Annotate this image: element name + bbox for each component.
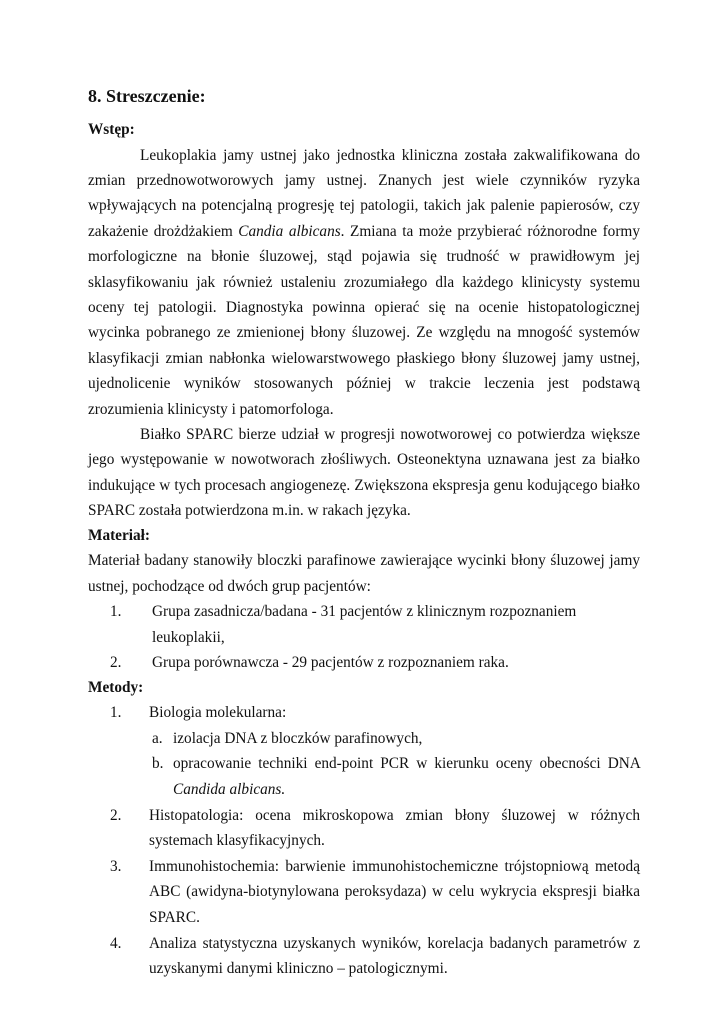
list-number: 3. — [110, 857, 122, 875]
list-text: Analiza statystyczna uzyskanych wyników, korelacja badanych parametrów z uzyskanymi danymi kliniczno – patologicznymi. — [149, 934, 640, 978]
metody-sublist — [149, 726, 640, 803]
wstep-p1-italic: Candia albicans — [238, 222, 341, 240]
list-number: 2. — [110, 654, 122, 672]
metody-list — [88, 700, 640, 982]
list-text: Immunohistochemia: barwienie immunohistochemiczne trójstopniową metodą ABC (awidyna-biotynylowana peroksydaza) w celu wykrycia ekspresji białka SPARC. — [149, 857, 640, 926]
wstep-p1-text-a: Leukoplakia jamy ustnej jako jednostka kliniczna została zakwalifikowana do zmian przednowotworowych jamy ustnej. Znanych jest wiele czynników ryzyka wpływających na potencjalną progresję tej patologii, takich jak palenie papierosów, czy zakażenie drożdżakiem — [88, 146, 640, 240]
document-page — [88, 84, 640, 982]
section-title: 8. Streszczenie: — [88, 86, 206, 106]
list-item — [88, 931, 640, 982]
list-text: Grupa porównawcza - 29 pacjentów z rozpoznaniem raka. — [152, 654, 509, 672]
wstep-paragraph-1 — [88, 143, 640, 422]
metody-heading: Metody: — [88, 678, 144, 696]
list-item — [88, 700, 640, 802]
material-list — [88, 599, 640, 676]
list-item — [88, 599, 640, 650]
list-item — [88, 854, 640, 931]
sublist-letter: a. — [152, 729, 163, 747]
list-number: 4. — [110, 934, 122, 952]
list-item — [88, 803, 640, 854]
sublist-italic: Candida albicans. — [173, 780, 286, 798]
wstep-heading: Wstęp: — [88, 121, 135, 138]
list-number: 1. — [110, 704, 122, 722]
sublist-item — [149, 726, 640, 752]
sublist-letter: b. — [152, 755, 164, 773]
sublist-text: opracowanie techniki end-point PCR w kierunku oceny obecności DNA — [173, 755, 640, 773]
wstep-p1-text-b: . Zmiana ta może przybierać różnorodne formy morfologiczne na błonie śluzowej, stąd pojawia się trudność w prawidłowym jej sklasyfikowaniu jak również ustaleniu zrozumiałego dla każdego klinicysty systemu oceny tej patologii. Diagnostyka powinna opierać się na ocenie histopatologicznej wycinka pobranego ze zmienionej błony śluzowej. Ze względu na mnogość systemów klasyfikacji zmian nabłonka wielowarstwowego płaskiego błony śluzowej jamy ustnej, ujednolicenie wyników stosowanych później w trakcie leczenia jest podstawą zrozumienia klinicysty i patomorfologa. — [88, 222, 640, 418]
list-text: Biologia molekularna: — [149, 704, 287, 722]
wstep-paragraph-2: Białko SPARC bierze udział w progresji nowotworowej co potwierdza większe jego występowanie w nowotworach złośliwych. Osteonektyna uznawana jest za białko indukujące w tych procesach angiogenezę. Zwiększona ekspresja genu kodującego białko SPARC została potwierdzona m.in. w rakach języka. — [88, 425, 640, 520]
material-intro: Materiał badany stanowiły bloczki parafinowe zawierające wycinki błony śluzowej jamy ustnej, pochodzące od dwóch grup pacjentów: — [88, 552, 640, 595]
list-number: 1. — [110, 602, 122, 620]
list-text: Grupa zasadnicza/badana - 31 pacjentów z klinicznym rozpoznaniem leukoplakii, — [152, 602, 577, 646]
list-number: 2. — [110, 806, 122, 824]
list-text: Histopatologia: ocena mikroskopowa zmian błony śluzowej w różnych systemach klasyfikacyjnych. — [149, 806, 640, 850]
material-heading: Materiał: — [88, 526, 151, 544]
list-item — [88, 650, 640, 676]
sublist-text: izolacja DNA z bloczków parafinowych, — [173, 729, 423, 747]
sublist-item — [149, 751, 640, 802]
